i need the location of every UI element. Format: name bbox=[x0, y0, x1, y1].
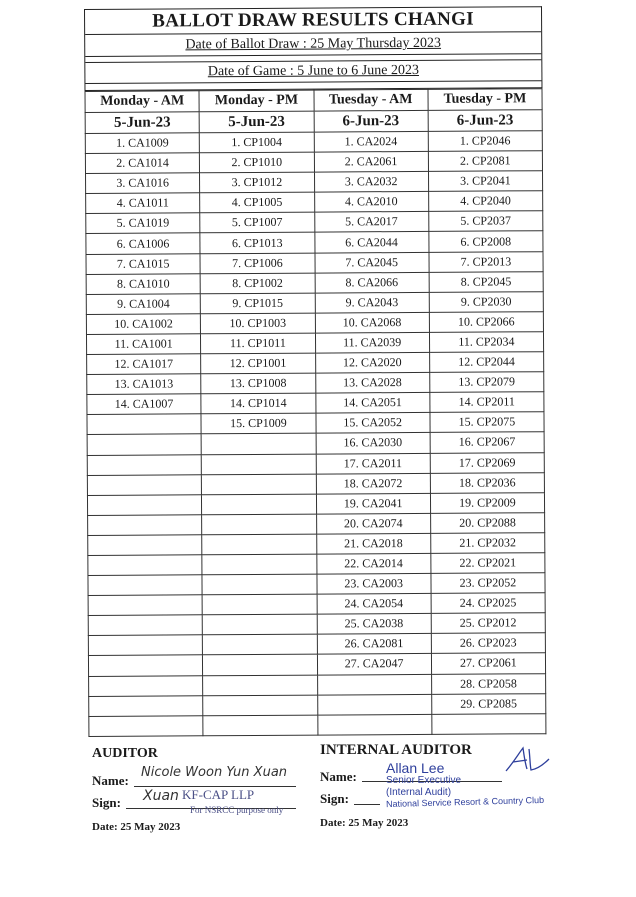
stamp-org: National Service Resort & Country Club bbox=[385, 794, 545, 810]
internal-auditor-heading: INTERNAL AUDITOR bbox=[320, 742, 472, 758]
entry-cell: 4. CA1011 bbox=[86, 193, 200, 214]
entry-cell: 12. CA1017 bbox=[87, 354, 201, 375]
table-row bbox=[88, 653, 545, 676]
table-row bbox=[87, 432, 544, 455]
entry-cell bbox=[202, 614, 316, 635]
entry-cell: 9. CP1015 bbox=[200, 293, 314, 314]
entry-cell: 25. CA2038 bbox=[317, 614, 431, 635]
entry-cell bbox=[202, 554, 316, 575]
ballot-draw-date: Date of Ballot Draw : 25 May Thursday 2023 bbox=[85, 32, 541, 57]
entry-cell: 26. CA2081 bbox=[317, 634, 431, 655]
entry-cell: 7. CA2045 bbox=[314, 252, 428, 273]
table-row bbox=[86, 271, 543, 294]
table-row bbox=[86, 291, 543, 314]
col-date-tue-am: 6-Jun-23 bbox=[314, 110, 428, 132]
entry-cell: 15. CA2052 bbox=[315, 413, 429, 434]
entry-cell bbox=[87, 494, 201, 515]
entry-cell: 8. CA1010 bbox=[86, 273, 200, 294]
entry-cell: 20. CP2088 bbox=[430, 512, 544, 533]
table-row bbox=[86, 171, 543, 194]
entry-cell: 22. CP2021 bbox=[431, 553, 545, 574]
entry-cell: 17. CP2069 bbox=[430, 452, 544, 473]
date-header-row bbox=[85, 110, 542, 134]
internal-auditor-date: Date: 25 May 2023 bbox=[320, 817, 409, 829]
entry-cell bbox=[88, 635, 202, 656]
entry-cell bbox=[88, 515, 202, 536]
entry-cell bbox=[88, 615, 202, 636]
ballot-results-sheet bbox=[84, 6, 546, 737]
entry-cell: 12. CP1001 bbox=[201, 353, 315, 374]
table-row bbox=[88, 512, 545, 535]
entry-cell: 18. CP2036 bbox=[430, 472, 544, 493]
day-header-row bbox=[85, 89, 542, 113]
entry-cell: 11. CA2039 bbox=[315, 332, 429, 353]
entry-cell bbox=[88, 555, 202, 576]
table-row bbox=[87, 412, 544, 435]
entry-cell bbox=[432, 713, 546, 734]
entry-cell: 9. CA1004 bbox=[86, 294, 200, 315]
entry-cell: 21. CP2032 bbox=[430, 533, 544, 554]
entry-cell: 23. CA2003 bbox=[316, 573, 430, 594]
table-row bbox=[85, 151, 542, 174]
entry-cell: 1. CP2046 bbox=[428, 131, 542, 152]
table-row bbox=[87, 492, 544, 515]
table-row bbox=[87, 452, 544, 475]
col-date-mon-pm: 5-Jun-23 bbox=[199, 111, 313, 133]
entry-cell bbox=[88, 535, 202, 556]
table-row bbox=[87, 372, 544, 395]
auditor-name-value: Nicole Woon Yun Xuan bbox=[141, 765, 288, 780]
entry-cell: 27. CP2061 bbox=[431, 653, 545, 674]
entry-cell bbox=[87, 434, 201, 455]
entry-cell: 12. CP2044 bbox=[429, 352, 543, 373]
entry-cell: 15. CP1009 bbox=[201, 413, 315, 434]
table-row bbox=[86, 231, 543, 254]
entry-cell: 6. CP1013 bbox=[200, 233, 314, 254]
col-header-tue-am: Tuesday - AM bbox=[313, 89, 427, 111]
entry-cell: 10. CP1003 bbox=[201, 313, 315, 334]
entry-cell: 1. CP1004 bbox=[200, 132, 314, 153]
entry-cell bbox=[88, 595, 202, 616]
auditor-firm-note: For NSRCC purpose only bbox=[190, 805, 284, 815]
table-row bbox=[89, 693, 546, 716]
table-row bbox=[87, 472, 544, 495]
entry-cell: 11. CP1011 bbox=[201, 333, 315, 354]
auditor-name-label: Name: bbox=[92, 773, 129, 788]
table-row bbox=[86, 191, 543, 214]
entry-cell: 5. CP1007 bbox=[200, 212, 314, 233]
table-row bbox=[88, 553, 545, 576]
entry-cell: 2. CA1014 bbox=[85, 153, 199, 174]
entry-cell bbox=[87, 474, 201, 495]
entry-cell: 8. CP1002 bbox=[200, 273, 314, 294]
entry-cell bbox=[89, 716, 203, 737]
entry-cell: 16. CA2030 bbox=[316, 433, 430, 454]
entry-cell: 16. CP2067 bbox=[430, 432, 544, 453]
table-row bbox=[88, 533, 545, 556]
entry-cell: 19. CP2009 bbox=[430, 492, 544, 513]
table-row bbox=[88, 593, 545, 616]
entry-cell bbox=[203, 655, 317, 676]
table-row bbox=[88, 633, 545, 656]
table-row bbox=[89, 673, 546, 696]
entry-cell bbox=[202, 534, 316, 555]
auditor-firm-stamp: KF-CAP LLP bbox=[182, 787, 255, 802]
table-row bbox=[87, 352, 544, 375]
entry-cell: 20. CA2074 bbox=[316, 513, 430, 534]
entry-cell: 10. CA2068 bbox=[315, 312, 429, 333]
entry-cell: 13. CA1013 bbox=[87, 374, 201, 395]
entry-cell bbox=[88, 655, 202, 676]
entry-cell: 5. CP2037 bbox=[428, 211, 542, 232]
results-body bbox=[85, 131, 546, 737]
entry-cell bbox=[89, 695, 203, 716]
entry-cell bbox=[202, 474, 316, 495]
entry-cell bbox=[317, 694, 431, 715]
entry-cell: 14. CA2051 bbox=[315, 393, 429, 414]
entry-cell: 29. CP2085 bbox=[431, 693, 545, 714]
entry-cell bbox=[202, 594, 316, 615]
entry-cell bbox=[203, 675, 317, 696]
entry-cell: 4. CP1005 bbox=[200, 192, 314, 213]
entry-cell: 4. CP2040 bbox=[428, 191, 542, 212]
table-row bbox=[88, 613, 545, 636]
entry-cell: 14. CP1014 bbox=[201, 393, 315, 414]
entry-cell bbox=[203, 715, 317, 736]
entry-cell bbox=[202, 494, 316, 515]
entry-cell bbox=[202, 514, 316, 535]
entry-cell: 8. CP2045 bbox=[429, 271, 543, 292]
entry-cell: 3. CP2041 bbox=[428, 171, 542, 192]
auditor-heading: AUDITOR bbox=[92, 746, 158, 761]
entry-cell: 19. CA2041 bbox=[316, 493, 430, 514]
game-date: Date of Game : 5 June to 6 June 2023 bbox=[85, 60, 541, 84]
entry-cell bbox=[203, 634, 317, 655]
table-row bbox=[89, 713, 546, 736]
entry-cell: 1. CA2024 bbox=[314, 131, 428, 152]
entry-cell: 5. CA1019 bbox=[86, 213, 200, 234]
entry-cell: 1. CA1009 bbox=[85, 133, 199, 154]
internal-auditor-name-label: Name: bbox=[320, 769, 357, 784]
entry-cell: 11. CP2034 bbox=[429, 332, 543, 353]
entry-cell: 4. CA2010 bbox=[314, 192, 428, 213]
auditor-signature: Xuan bbox=[143, 788, 179, 804]
entry-cell: 6. CA2044 bbox=[314, 232, 428, 253]
entry-cell: 7. CP2013 bbox=[429, 251, 543, 272]
sheet-header bbox=[84, 6, 542, 91]
entry-cell: 22. CA2014 bbox=[316, 553, 430, 574]
entry-cell: 10. CA1002 bbox=[86, 314, 200, 335]
entry-cell: 13. CA2028 bbox=[315, 373, 429, 394]
entry-cell bbox=[317, 674, 431, 695]
table-row bbox=[86, 332, 543, 355]
table-row bbox=[86, 251, 543, 274]
stamp-name: Allan Lee bbox=[386, 760, 445, 776]
page-title: BALLOT DRAW RESULTS CHANGI bbox=[85, 7, 541, 35]
entry-cell: 21. CA2018 bbox=[316, 533, 430, 554]
auditor-sign-label: Sign: bbox=[92, 795, 121, 810]
entry-cell: 27. CA2047 bbox=[317, 654, 431, 675]
entry-cell: 6. CA1006 bbox=[86, 233, 200, 254]
table-row bbox=[88, 573, 545, 596]
stamp-title: Senior Executive bbox=[386, 775, 462, 786]
entry-cell: 15. CP2075 bbox=[430, 412, 544, 433]
entry-cell: 3. CP1012 bbox=[200, 172, 314, 193]
col-header-tue-pm: Tuesday - PM bbox=[428, 89, 542, 111]
entry-cell: 12. CA2020 bbox=[315, 352, 429, 373]
entry-cell: 6. CP2008 bbox=[429, 231, 543, 252]
entry-cell bbox=[88, 575, 202, 596]
table-row bbox=[86, 211, 543, 234]
entry-cell bbox=[87, 414, 201, 435]
entry-cell: 3. CA1016 bbox=[86, 173, 200, 194]
entry-cell: 23. CP2052 bbox=[431, 573, 545, 594]
entry-cell bbox=[201, 454, 315, 475]
entry-cell: 5. CA2017 bbox=[314, 212, 428, 233]
entry-cell: 13. CP1008 bbox=[201, 373, 315, 394]
col-date-mon-am: 5-Jun-23 bbox=[85, 112, 199, 134]
entry-cell: 3. CA2032 bbox=[314, 172, 428, 193]
entry-cell: 7. CP1006 bbox=[200, 253, 314, 274]
col-header-mon-am: Monday - AM bbox=[85, 91, 199, 113]
results-table bbox=[85, 88, 547, 737]
entry-cell: 11. CA1001 bbox=[86, 334, 200, 355]
entry-cell bbox=[203, 695, 317, 716]
entry-cell: 10. CP2066 bbox=[429, 312, 543, 333]
entry-cell bbox=[317, 714, 431, 735]
entry-cell: 14. CP2011 bbox=[430, 392, 544, 413]
entry-cell bbox=[87, 454, 201, 475]
entry-cell: 2. CP1010 bbox=[200, 152, 314, 173]
entry-cell: 18. CA2072 bbox=[316, 473, 430, 494]
entry-cell bbox=[202, 574, 316, 595]
table-row bbox=[85, 131, 542, 154]
entry-cell: 24. CP2025 bbox=[431, 593, 545, 614]
col-header-mon-pm: Monday - PM bbox=[199, 90, 313, 112]
entry-cell: 9. CP2030 bbox=[429, 291, 543, 312]
entry-cell: 9. CA2043 bbox=[315, 292, 429, 313]
entry-cell: 14. CA1007 bbox=[87, 394, 201, 415]
stamp-dept: (Internal Audit) bbox=[386, 787, 452, 798]
internal-auditor-sign-label: Sign: bbox=[320, 791, 349, 806]
initials-signature bbox=[503, 745, 551, 775]
entry-cell: 17. CA2011 bbox=[316, 453, 430, 474]
entry-cell: 7. CA1015 bbox=[86, 253, 200, 274]
entry-cell: 25. CP2012 bbox=[431, 613, 545, 634]
entry-cell bbox=[201, 433, 315, 454]
entry-cell: 24. CA2054 bbox=[317, 594, 431, 615]
table-row bbox=[86, 312, 543, 335]
auditor-date: Date: 25 May 2023 bbox=[92, 821, 181, 833]
entry-cell: 8. CA2066 bbox=[315, 272, 429, 293]
entry-cell: 2. CP2081 bbox=[428, 151, 542, 172]
entry-cell: 13. CP2079 bbox=[429, 372, 543, 393]
entry-cell: 28. CP2058 bbox=[431, 673, 545, 694]
entry-cell: 2. CA2061 bbox=[314, 151, 428, 172]
col-date-tue-pm: 6-Jun-23 bbox=[428, 110, 542, 132]
entry-cell bbox=[89, 675, 203, 696]
table-row bbox=[87, 392, 544, 415]
entry-cell: 26. CP2023 bbox=[431, 633, 545, 654]
